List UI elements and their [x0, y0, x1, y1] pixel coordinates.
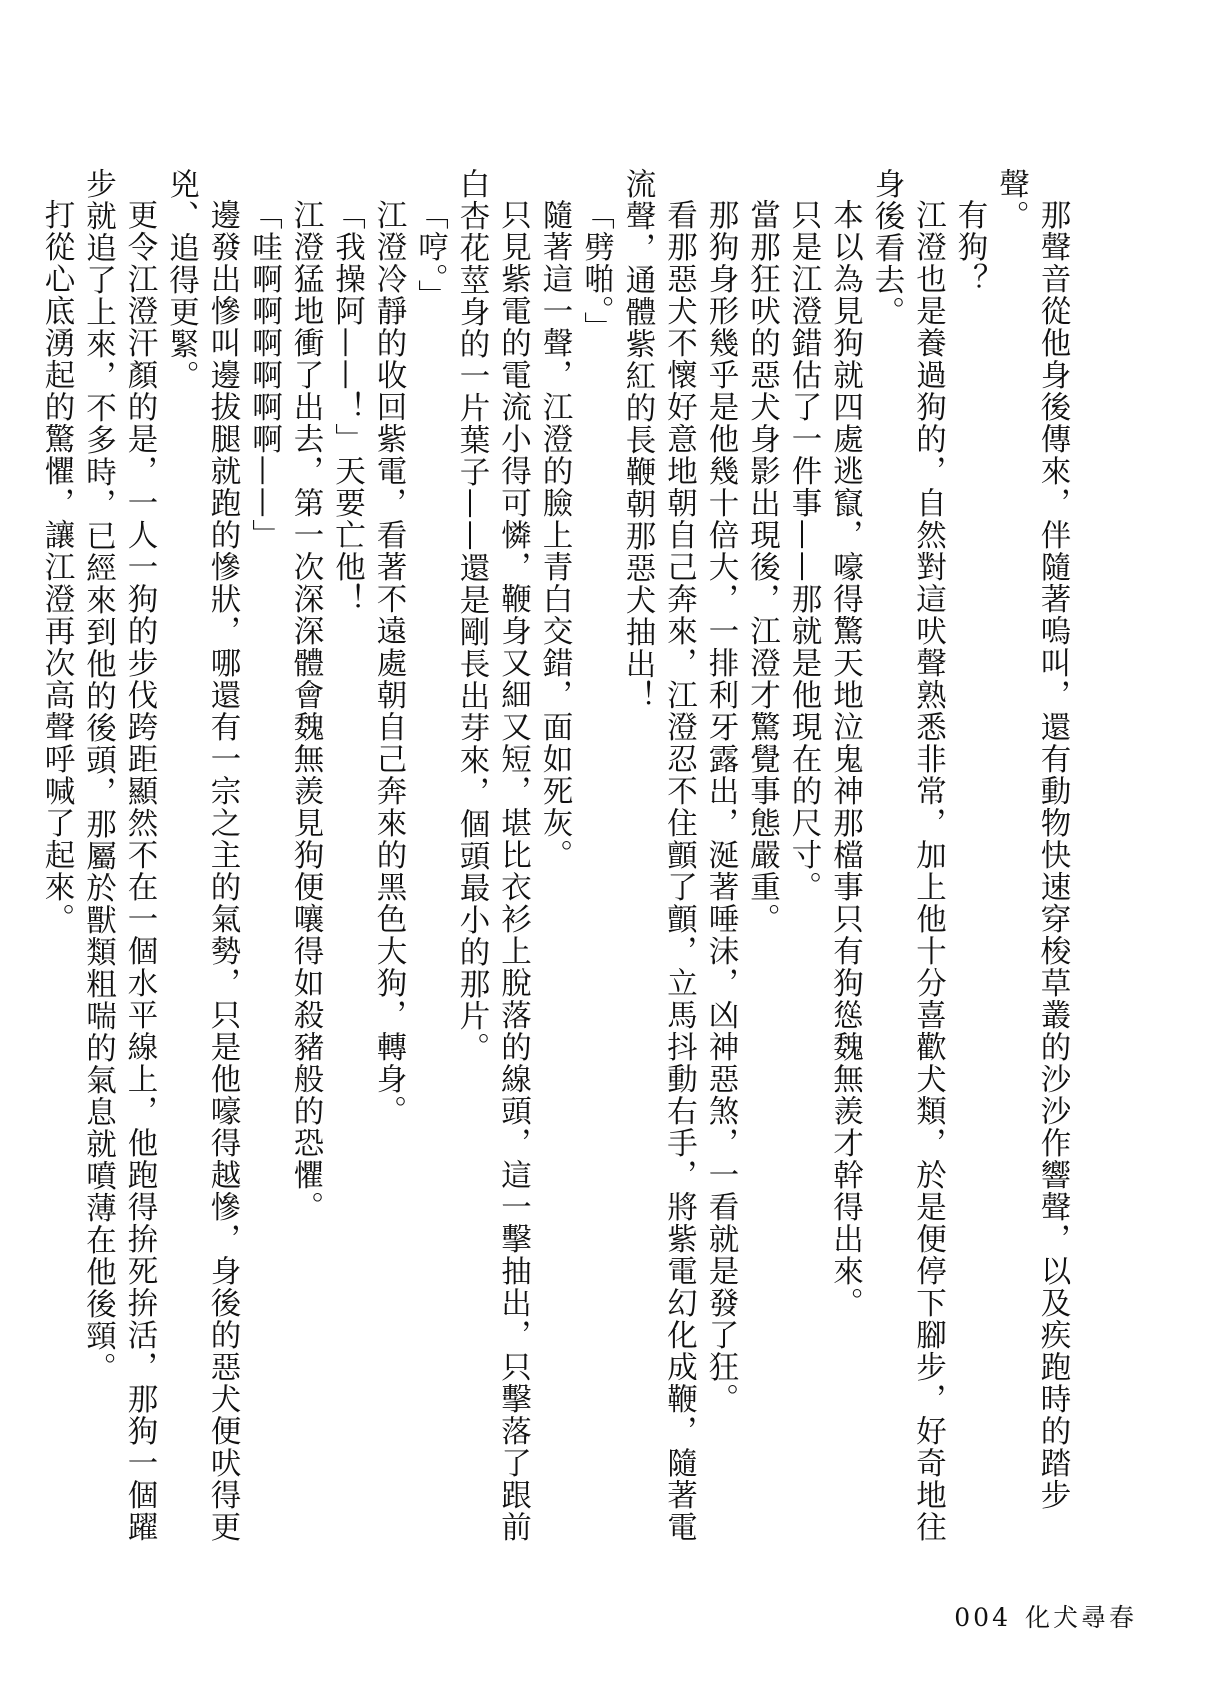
paragraph: 更令江澄汗顏的是，一人一狗的步伐跨距顯然不在一個水平線上，他跑得拚死拚活，那狗一個躍步就追了上來，不多時，已經來到他的後頭，那屬於獸類粗喘的氣息就噴薄在他後頸。	[80, 168, 157, 1543]
page-number: 004	[954, 1603, 1011, 1632]
paragraph: 本以為見狗就四處逃竄，嚎得驚天地泣鬼神那檔事只有狗慫魏無羨才幹得出來。	[827, 198, 863, 1319]
paragraph: 江澄也是養過狗的，自然對這吠聲熟悉非常，加上他十分喜歡犬類，於是便停下腳步，好奇地往身後看去。	[869, 168, 946, 1543]
paragraph: 邊發出慘叫邊拔腿就跑的慘狀，哪還有一宗之主的氣勢，只是他嚎得越慘，身後的惡犬便吠得更兇、追得更緊。	[163, 168, 240, 1543]
paragraph: 「我操阿——！」天要亡他！	[329, 198, 365, 615]
paragraph: 「哼。」	[412, 198, 448, 312]
paragraph: 只是江澄錯估了一件事——那就是他現在的尺寸。	[786, 198, 821, 903]
page-footer	[954, 1598, 1137, 1634]
paragraph: 「劈啪。」	[578, 198, 614, 344]
paragraph: 隨著這一聲，江澄的臉上青白交錯，面如死灰。	[537, 198, 572, 871]
paragraph: 當那狂吠的惡犬身影出現後，江澄才驚覺事態嚴重。	[744, 198, 780, 935]
book-title: 化犬尋春	[1024, 1603, 1137, 1632]
paragraph: 江澄猛地衝了出去，第一次深深體會魏無羨見狗便嚷得如殺豬般的恐懼。	[288, 198, 323, 1223]
paragraph: 那聲音從他身後傳來，伴隨著嗚叫，還有動物快速穿梭草叢的沙沙作響聲，以及疾跑時的踏步聲。	[993, 168, 1070, 1511]
paragraph: 江澄冷靜的收回紫電，看著不遠處朝自己奔來的黑色大狗，轉身。	[371, 198, 406, 1127]
paragraph: 有狗？	[952, 198, 987, 295]
paragraph: 那狗身形幾乎是他幾十倍大，一排利牙露出，涎著唾沫，凶神惡煞，一看就是發了狂。	[703, 198, 738, 1415]
paragraph: 打從心底湧起的驚懼，讓江澄再次高聲呼喊了起來。	[39, 198, 74, 935]
body-text	[39, 168, 1073, 1548]
paragraph: 「哇啊啊啊啊啊啊——」	[246, 198, 282, 551]
paragraph: 只見紫電的電流小得可憐，鞭身又細又短，堪比衣衫上脫落的線頭，這一擊抽出，只擊落了跟前白杏花莖身的一片葉子——還是剛長出芽來，個頭最小的那片。	[454, 168, 531, 1543]
paragraph: 看那惡犬不懷好意地朝自己奔來，江澄忍不住顫了顫，立馬抖動右手，將紫電幻化成鞭，隨著電流聲，通體紫紅的長鞭朝那惡犬抽出！	[620, 168, 697, 1543]
